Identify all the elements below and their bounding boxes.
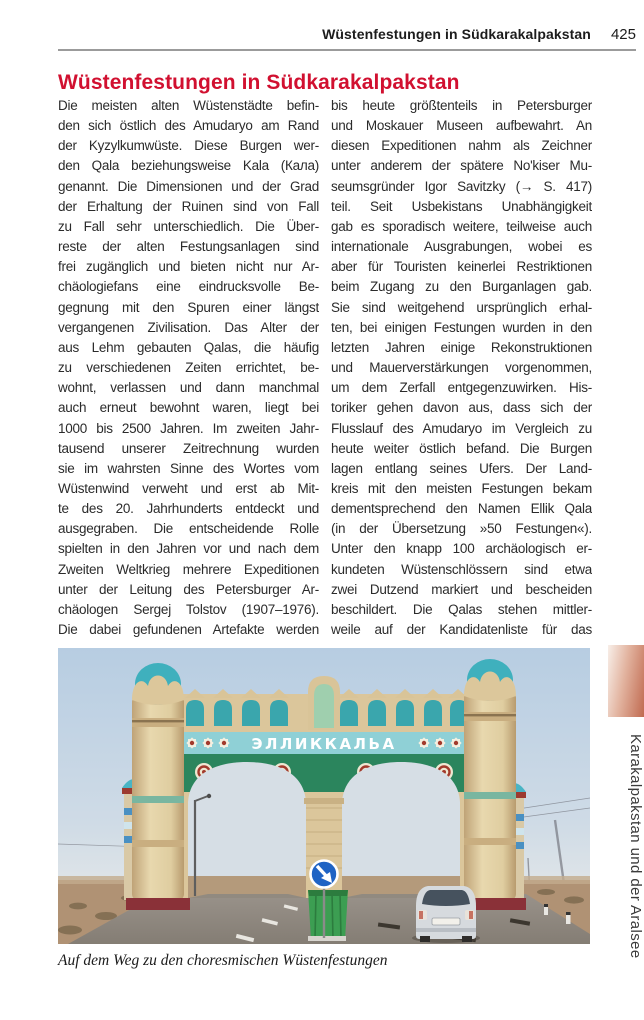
right-column [331,96,592,640]
text-line: seumsgründer Igor Savitzky (→ S. 417) [331,178,592,194]
left-column [58,96,319,640]
pier-band [304,798,344,804]
text-line: beschildert. Die Qalas stehen mittler- [331,601,592,617]
gate-sign-text: ЭЛЛИККАЛЬА [251,735,397,753]
text-line: (in der Übersetzung »50 Festungen«). [331,521,592,537]
text-line: unter der Leitung des Petersburger Ar- [58,581,319,597]
text-line: Flusslauf des Amudaryo im Vergleich zu [331,420,592,436]
left-tower [126,663,190,910]
text-line: und Moskauer Museen aufbewahrt. An [331,118,592,134]
text-line: Die meisten alten Wüstenstädte befin- [58,98,319,113]
text-line: sie im wahrsten Sinne des Wortes vom [58,460,319,476]
text-line: Unter den knapp 100 archäologisch er- [331,541,592,557]
text-line: ten, bei einigen Festungen wurden in den [331,319,592,335]
text-line: bis heute größtenteils in Petersburger [331,98,592,113]
text-line: auch erneut bewohnt waren, liegt bei [58,400,319,416]
text-line: der Kyzylkumwüste. Diese Burgen wer- [58,138,319,154]
text-line: Die dabei gefundenen Artefakte werden [58,622,319,638]
running-head-title: Wüstenfestungen in Südkarakalpakstan [322,26,591,42]
page-title: Wüstenfestungen in Südkarakalpakstan [58,71,460,95]
text-line: gegnung mit den Spuren einer längst [58,299,319,315]
page-number: 425 [610,26,636,43]
text-line: der Erhaltung der Ruinen sind von Fall [58,198,319,214]
text-line: internationale Ausgrabungen, wobei es [331,239,592,255]
text-line: diesen Expeditionen nahm als Zeichner [331,138,592,154]
text-line: zu Fall sehr unterschiedlich. Die Über- [58,218,319,234]
text-line: reste der alten Festungsanlagen sind [58,239,319,255]
text-line: unter anderem der spätere No'kiser Mu- [331,158,592,174]
text-line: weile auf der Kandidatenliste für das [331,622,592,638]
text-line: teil. Seit Usbekistans Unabhängigkeit [331,198,592,214]
gate-photo [58,648,590,944]
text-line: chäologen Sergej Tolstov (1907–1976). [58,601,319,617]
text-line: beim Zugang zu den Burganlagen gab. [331,279,592,295]
text-line: Sie sind weitgehend ursprünglich erhal- [331,299,592,315]
car [412,886,480,943]
text-line: aber für Touristen keinerlei Restriktionen [331,259,592,275]
text-line: tausend unserer Zeitrechnung wurden [58,440,319,456]
text-line: zwei Dutzend markiert und bescheiden [331,581,592,597]
right-tower [458,659,526,910]
central-niche [308,676,340,730]
body-columns [58,96,592,640]
text-line: vergangenen Zivilisation. Das Alter der [58,319,319,335]
text-line: toriker gehen davon aus, dass sich der [331,400,592,416]
text-line: kreis mit den meisten Festungen bekam [331,480,592,496]
text-line: Wüstenwind verweht und erst ab Mit- [58,480,319,496]
text-line: letzten Jahren einige Rekonstruktionen [331,339,592,355]
text-line: gab es sporadisch weitere, teilweise auch [331,218,592,234]
text-line: frei zugänglich und bieten nicht nur Ar- [58,259,319,275]
text-line: genannt. Die Dimensionen und der Grad [58,178,319,194]
text-line: kundeten Wüstenschlössern sind etwa [331,561,592,577]
chapter-tab-label: Karakalpakstan und der Aralsee [627,733,644,959]
text-line: 1000 bis 2500 Jahren. Im zweiten Jahr- [58,420,319,436]
text-line: ausgegraben. Die entscheidende Rolle [58,521,319,537]
text-line: dementsprechend den Namen Ellik Qala [331,501,592,517]
text-line: te des 20. Jahrhunderts entdeckt und [58,501,319,517]
running-head [58,26,636,51]
photo-caption: Auf dem Weg zu den choresmischen Wüstenfestungen [58,952,388,969]
median-fence [308,890,348,941]
chapter-tab [608,645,644,717]
text-line: Zweiten Weltkrieg mehrere Expeditionen [58,561,319,577]
text-line: heute weiter östlich befand. Die Burgen [331,440,592,456]
text-line: spielten in den Jahren vor und nach dem [58,541,319,557]
text-line: den Qala beziehungsweise Kala (Кала) [58,158,319,174]
text-line: den sich östlich des Amudaryo am Rand [58,118,319,134]
text-line: aus Lehm gebauten Qalas, die häufig [58,339,319,355]
text-line: wohnt, verlassen und dann manchmal [58,380,319,396]
text-line: lagen entlang seines Ufers. Der Land- [331,460,592,476]
text-line: um dem Zerfall entgegenzuwirken. His- [331,380,592,396]
text-line: zu verschiedenen Zeiten errichtet, be- [58,360,319,376]
text-line: chäologiefans eine eindrucksvolle Be- [58,279,319,295]
gate-photo-illustration [58,648,590,944]
text-line: und Mauerverstärkungen vorgenommen, [331,360,592,376]
